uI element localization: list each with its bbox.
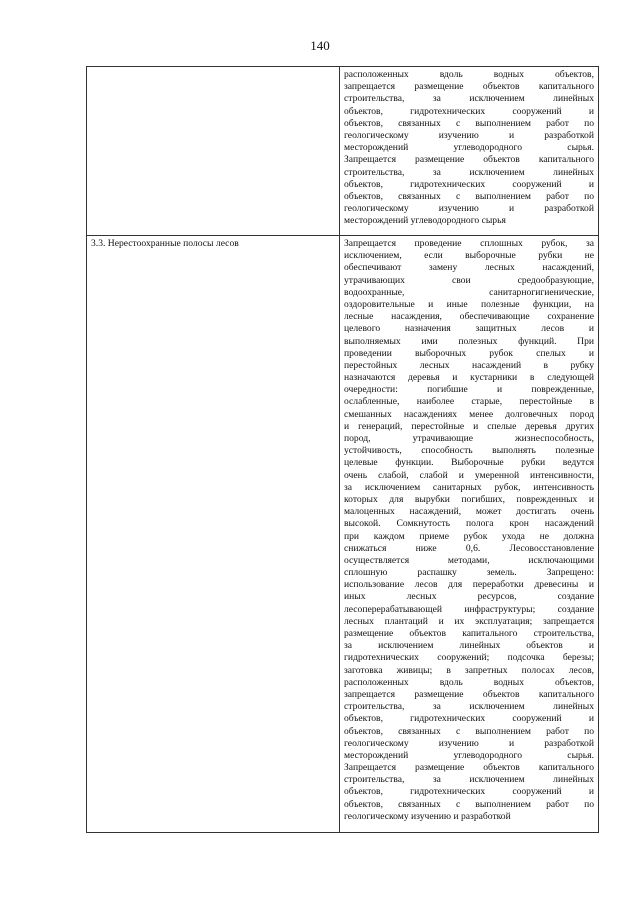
row-label-cell xyxy=(87,67,340,236)
text-line: иных лесных ресурсов, создание xyxy=(344,591,594,603)
text-line: исключением, если выборочные рубки не xyxy=(344,250,594,262)
text-line: при каждом приеме рубок ухода не должна xyxy=(344,530,594,542)
text-line: целевые функции. Выборочные рубки ведутся xyxy=(344,457,594,469)
text-line: проведении выборочных рубок спелых и xyxy=(344,347,594,359)
text-line: осуществляется методами, исключающими xyxy=(344,554,594,566)
text-line: обеспечивают замену лесных насаждений, xyxy=(344,262,594,274)
table-row xyxy=(87,236,599,833)
row-text xyxy=(344,238,594,823)
text-line: очередности: погибшие и поврежденные, xyxy=(344,384,594,396)
text-line: за исключением линейных объектов и xyxy=(344,640,594,652)
text-line: за исключением санитарных рубок, интенсивность xyxy=(344,481,594,493)
text-line: и генераций, перестойные и спелые деревья других xyxy=(344,420,594,432)
text-line: использование лесов для переработки древесины и xyxy=(344,579,594,591)
text-line: геологическому изучению и разработкой xyxy=(344,203,594,215)
text-line: сплошную распашку земель. Запрещено: xyxy=(344,567,594,579)
text-line: строительства, за исключением линейных xyxy=(344,701,594,713)
text-line: водоохранные, санитарногигиенические, xyxy=(344,286,594,298)
text-line: перестойных лесных насаждений в рубку xyxy=(344,359,594,371)
text-line: смешанных насаждениях менее долговечных пород xyxy=(344,408,594,420)
text-line: объектов, гидротехнических сооружений и xyxy=(344,713,594,725)
text-line: которых для вырубки погибших, поврежденных и xyxy=(344,493,594,505)
text-line: расположенных вдоль водных объектов, xyxy=(344,676,594,688)
text-line: гидротехнических сооружений; подсочка березы; xyxy=(344,652,594,664)
text-line: устойчивость, способность выполнять полезные xyxy=(344,445,594,457)
row-text-cell xyxy=(340,236,599,833)
text-line: ослабленные, наиболее старые, перестойные в xyxy=(344,396,594,408)
text-line: объектов, связанных с выполнением работ по xyxy=(344,190,594,202)
text-line: геологическому изучению и разработкой xyxy=(344,737,594,749)
text-line: высокой. Сомкнутость полога крон насаждений xyxy=(344,518,594,530)
text-line: геологическому изучению и разработкой xyxy=(344,129,594,141)
text-line: лесоперерабатывающей инфраструктуры; создание xyxy=(344,603,594,615)
row-label-cell xyxy=(87,236,340,833)
text-line: лесные насаждения, обеспечивающие сохранение xyxy=(344,311,594,323)
text-line: размещение объектов капитального строительства, xyxy=(344,628,594,639)
text-line: целевого назначения защитных лесов и xyxy=(344,323,594,335)
text-line: объектов, связанных с выполнением работ по xyxy=(344,798,594,810)
text-line: Запрещается проведение сплошных рубок, за xyxy=(344,238,594,249)
text-line: расположенных вдоль водных объектов, xyxy=(344,69,594,80)
text-line: назначаются деревья и кустарники в следующей xyxy=(344,372,594,384)
text-line: оздоровительные и иные полезные функции, на xyxy=(344,298,594,310)
text-line: запрещается размещение объектов капитального xyxy=(344,81,594,93)
text-line: геологическому изучению и разработкой xyxy=(344,810,511,822)
text-line: снижаться ниже 0,6. Лесовосстановление xyxy=(344,542,594,554)
text-line: месторождений углеводородного сырья. xyxy=(344,749,594,761)
text-line: объектов, связанных с выполнением работ по xyxy=(344,117,594,129)
text-line: запрещается размещение объектов капитального xyxy=(344,688,594,700)
page-number: 140 xyxy=(310,38,330,53)
text-line: очень слабой, слабой и умеренной интенсивности, xyxy=(344,469,594,481)
text-line: объектов, гидротехнических сооружений и xyxy=(344,178,594,190)
text-line: Запрещается размещение объектов капитального xyxy=(344,154,594,166)
text-line: строительства, за исключением линейных xyxy=(344,166,594,178)
text-line: заготовка живицы; в запретных полосах лесов, xyxy=(344,664,594,676)
text-line: месторождений углеводородного сырья. xyxy=(344,142,594,154)
text-line: объектов, гидротехнических сооружений и xyxy=(344,786,594,798)
text-line: Запрещается размещение объектов капитального xyxy=(344,762,594,774)
text-line: строительства, за исключением линейных xyxy=(344,93,594,105)
text-line: месторождений углеводородного сырья xyxy=(344,215,506,227)
text-line: утрачивающих свои средообразующие, xyxy=(344,274,594,286)
text-line: лесных плантаций и их эксплуатация; запрещается xyxy=(344,615,594,627)
text-line: объектов, связанных с выполнением работ по xyxy=(344,725,594,737)
regulations-table xyxy=(86,66,599,833)
text-line: объектов, гидротехнических сооружений и xyxy=(344,105,594,117)
text-line: выполняемых ими полезных функций. При xyxy=(344,335,594,347)
row-text-cell xyxy=(340,67,599,236)
text-line: малоценных насаждений, может достигать очень xyxy=(344,506,594,518)
text-line: строительства, за исключением линейных xyxy=(344,774,594,786)
table-row xyxy=(87,67,599,236)
text-line: пород, утрачивающие жизнеспособность, xyxy=(344,433,594,444)
row-text xyxy=(344,69,594,227)
row-label: 3.3. Нерестоохранные полосы лесов xyxy=(91,238,239,249)
